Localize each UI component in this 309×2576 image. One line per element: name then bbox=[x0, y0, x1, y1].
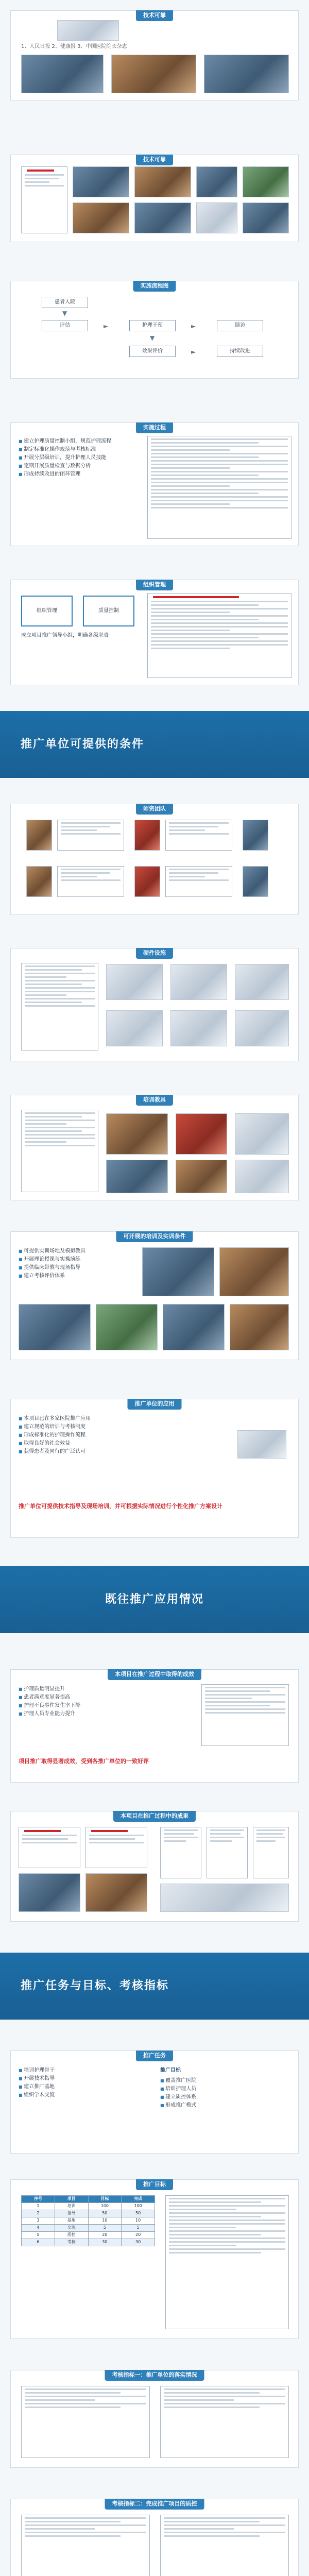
list-item: ■ 提供临床带教与现场指导 bbox=[19, 1264, 137, 1272]
band-conditions: 推广单位可提供的条件 bbox=[0, 711, 309, 778]
list-item: ■ 可提供实训场地及模拟教具 bbox=[19, 1247, 137, 1256]
model-photo bbox=[176, 1160, 227, 1193]
section-title: 培训教具 bbox=[136, 1095, 173, 1106]
list-item: ■ 形成推广模式 bbox=[160, 2102, 289, 2110]
list-item: ■ 建立规范的培训与考核制度 bbox=[19, 1423, 225, 1431]
section-title: 实施流程图 bbox=[133, 281, 176, 292]
section-tech-reliable-2 bbox=[10, 155, 299, 242]
list-item: ■ 护理质量明显提升 bbox=[19, 1685, 194, 1693]
table-cell: 30 bbox=[122, 2239, 155, 2246]
list-item: ■ 护理不良事件发生率下降 bbox=[19, 1702, 194, 1710]
training-list bbox=[19, 1247, 137, 1280]
teacher-photo bbox=[26, 866, 52, 897]
list-item: ■ 定期开展质量检查与数据分析 bbox=[19, 462, 142, 470]
table-cell: 质控 bbox=[55, 2232, 88, 2239]
list-item: ■ 取得良好的社会效益 bbox=[19, 1439, 225, 1448]
list-item: ■ 培训护理人员 bbox=[160, 2085, 289, 2093]
goals-table bbox=[21, 2195, 155, 2246]
flow-node-6: 持续改进 bbox=[217, 346, 263, 357]
equipment-photo bbox=[235, 964, 289, 1000]
list-item: ■ 开展技术指导 bbox=[19, 2075, 142, 2083]
photo-3 bbox=[204, 55, 289, 93]
section-title: 实施过程 bbox=[136, 422, 173, 433]
photo-1 bbox=[21, 55, 104, 93]
flow-arrow-icon: ► bbox=[104, 323, 109, 330]
equipment-photo bbox=[170, 1010, 227, 1046]
org-document bbox=[147, 593, 291, 678]
table-cell: 3 bbox=[22, 2217, 55, 2225]
list-item: ■ 建立护理质量控制小组，规范护理流程 bbox=[19, 437, 142, 446]
list-item: ■ 组织学术交流 bbox=[19, 2091, 142, 2099]
teacher-photo bbox=[243, 866, 268, 897]
teacher-profile bbox=[165, 866, 232, 897]
table-row bbox=[22, 2217, 155, 2225]
flow-node-4: 随访 bbox=[217, 320, 263, 331]
goals-list bbox=[160, 2077, 289, 2110]
org-box-1: 组织管理 bbox=[21, 596, 73, 626]
table-cell: 5 bbox=[88, 2225, 122, 2232]
photo-hall bbox=[134, 202, 191, 233]
table-cell: 5 bbox=[22, 2232, 55, 2239]
section-title: 本项目在推广过程中取得的成效 bbox=[108, 1669, 201, 1680]
indicator-document bbox=[160, 2386, 289, 2458]
flow-arrow-icon: ► bbox=[191, 323, 196, 330]
teacher-profile bbox=[57, 820, 124, 851]
teacher-profile bbox=[165, 820, 232, 851]
goals-heading: 推广目标 bbox=[160, 2067, 181, 2073]
section-title: 推广目标 bbox=[136, 2179, 173, 2190]
result-photo bbox=[160, 1884, 289, 1912]
section-teachers bbox=[10, 804, 299, 914]
section-teaching-aids bbox=[10, 1095, 299, 1200]
equipment-photo bbox=[170, 964, 227, 1000]
photo-stage bbox=[73, 166, 129, 197]
flow-arrow-icon: ▼ bbox=[62, 310, 67, 317]
table-cell: 100 bbox=[122, 2203, 155, 2210]
photo-group bbox=[73, 202, 129, 233]
teacher-photo bbox=[134, 820, 160, 851]
list-item: ■ 获得患者及同行的广泛认可 bbox=[19, 1448, 225, 1456]
hardware-list bbox=[21, 963, 98, 1050]
teacher-photo bbox=[134, 866, 160, 897]
result-document bbox=[207, 1827, 248, 1878]
list-item: ■ 建立考核评价体系 bbox=[19, 1272, 137, 1280]
section-implementation bbox=[10, 422, 299, 546]
flow-node-1: 患者入院 bbox=[42, 297, 88, 308]
photo-training bbox=[243, 166, 289, 197]
section-organization bbox=[10, 580, 299, 685]
model-photo bbox=[235, 1113, 289, 1155]
list-item: ■ 开展分层级培训，提升护理人员技能 bbox=[19, 454, 142, 462]
table-cell: 基地 bbox=[55, 2217, 88, 2225]
model-photo bbox=[235, 1160, 289, 1193]
result-photo bbox=[85, 1873, 147, 1912]
table-header: 完成 bbox=[122, 2196, 155, 2203]
indicator-document bbox=[21, 2386, 150, 2458]
table-row bbox=[22, 2225, 155, 2232]
section-title: 可开展的培训及实训条件 bbox=[116, 1231, 193, 1242]
training-photo bbox=[142, 1247, 214, 1296]
section-indicator-1 bbox=[10, 2370, 299, 2468]
table-row bbox=[22, 2210, 155, 2217]
result-document bbox=[19, 1827, 80, 1868]
flow-node-5: 效果评价 bbox=[129, 346, 176, 357]
equipment-photo bbox=[106, 964, 163, 1000]
section-training bbox=[10, 1231, 299, 1360]
table-row bbox=[22, 2203, 155, 2210]
list-item: ■ 开展理论授课与实操演练 bbox=[19, 1256, 137, 1264]
aids-list bbox=[21, 1110, 98, 1192]
model-photo bbox=[106, 1160, 168, 1193]
application-list bbox=[19, 1415, 225, 1456]
table-cell: 6 bbox=[22, 2239, 55, 2246]
list-item: ■ 形成标准化的护理操作流程 bbox=[19, 1431, 225, 1439]
table-cell: 30 bbox=[88, 2239, 122, 2246]
goals-document bbox=[165, 2195, 289, 2329]
training-photo bbox=[230, 1304, 289, 1350]
table-cell: 20 bbox=[122, 2232, 155, 2239]
application-highlight: 推广单位可提供技术指导及现场培训，并可根据实际情况进行个性化推广方案设计 bbox=[19, 1503, 222, 1510]
section-indicator-2 bbox=[10, 2499, 299, 2576]
list-item: ■ 覆盖推广医院 bbox=[160, 2077, 289, 2085]
table-header: 项目 bbox=[55, 2196, 88, 2203]
org-box-2: 质量控制 bbox=[83, 596, 134, 626]
list-item: ■ 形成持续改进的闭环管理 bbox=[19, 470, 142, 479]
flow-arrow-icon: ► bbox=[191, 348, 196, 355]
model-photo bbox=[106, 1113, 168, 1155]
table-cell: 1 bbox=[22, 2203, 55, 2210]
table-cell: 指导 bbox=[55, 2210, 88, 2217]
section-title: 推广单位的应用 bbox=[128, 1399, 182, 1410]
table-cell: 5 bbox=[122, 2225, 155, 2232]
implementation-document bbox=[147, 436, 291, 539]
list-item: ■ 制定标准化操作规范与考核标准 bbox=[19, 446, 142, 454]
photo-meeting bbox=[196, 166, 237, 197]
section-title: 考核指标一：推广单位的落实情况 bbox=[105, 2370, 204, 2381]
implementation-list bbox=[19, 437, 142, 479]
table-cell: 100 bbox=[88, 2203, 122, 2210]
newspaper-image bbox=[57, 20, 119, 41]
tasks-list bbox=[19, 2066, 142, 2099]
table-cell: 考核 bbox=[55, 2239, 88, 2246]
list-item: ■ 本项目已在多家医院推广应用 bbox=[19, 1415, 225, 1423]
table-cell: 2 bbox=[22, 2210, 55, 2217]
result-document bbox=[85, 1827, 147, 1868]
table-cell: 10 bbox=[88, 2217, 122, 2225]
section-hardware bbox=[10, 948, 299, 1061]
section-goals-table bbox=[10, 2179, 299, 2339]
photo-class bbox=[134, 166, 191, 197]
band-history: 既往推广应用情况 bbox=[0, 1566, 309, 1633]
section-effects bbox=[10, 1669, 299, 1783]
section-title: 技术可靠 bbox=[136, 155, 173, 165]
table-cell: 10 bbox=[122, 2217, 155, 2225]
table-cell: 50 bbox=[88, 2210, 122, 2217]
table-cell: 20 bbox=[88, 2232, 122, 2239]
section-title: 本项目在推广过程中的成果 bbox=[113, 1811, 196, 1822]
section-title: 推广任务 bbox=[136, 2050, 173, 2061]
section-application bbox=[10, 1399, 299, 1538]
result-document bbox=[253, 1827, 289, 1878]
table-cell: 培训 bbox=[55, 2203, 88, 2210]
teacher-photo bbox=[243, 820, 268, 851]
section-results bbox=[10, 1811, 299, 1922]
section-title: 考核指标二：完成推广项目的质控 bbox=[105, 2499, 204, 2510]
teacher-profile bbox=[57, 866, 124, 897]
photo-ward bbox=[196, 202, 237, 233]
section-title: 师资团队 bbox=[136, 804, 173, 815]
table-cell: 4 bbox=[22, 2225, 55, 2232]
training-photo bbox=[163, 1304, 225, 1350]
list-item: ■ 建立推广基地 bbox=[19, 2083, 142, 2091]
table-header: 目标 bbox=[88, 2196, 122, 2203]
section-tasks bbox=[10, 2050, 299, 2154]
section-title: 组织管理 bbox=[136, 580, 173, 590]
photo-2 bbox=[111, 55, 196, 93]
section-tech-reliable-1 bbox=[10, 10, 299, 100]
flow-arrow-icon: ▼ bbox=[150, 334, 155, 342]
table-row bbox=[22, 2239, 155, 2246]
award-document bbox=[21, 166, 67, 233]
teacher-photo bbox=[26, 820, 52, 851]
section-title: 技术可靠 bbox=[136, 10, 173, 21]
band-tasks: 推广任务与目标、考核指标 bbox=[0, 1953, 309, 2020]
list-item: ■ 患者满意度显著提高 bbox=[19, 1693, 194, 1702]
section-title: 硬件设施 bbox=[136, 948, 173, 959]
equipment-photo bbox=[106, 1010, 163, 1046]
photo-lecture bbox=[243, 202, 289, 233]
flow-node-2: 评估 bbox=[42, 320, 88, 331]
effects-highlight: 项目推广取得显著成效，受到各推广单位的一致好评 bbox=[19, 1758, 149, 1765]
effects-document bbox=[201, 1684, 289, 1746]
table-cell: 50 bbox=[122, 2210, 155, 2217]
equipment-photo bbox=[235, 1010, 289, 1046]
model-photo bbox=[176, 1113, 227, 1155]
table-cell: 交流 bbox=[55, 2225, 88, 2232]
list-item: ■ 培训护理骨干 bbox=[19, 2066, 142, 2075]
result-photo bbox=[19, 1873, 80, 1912]
table-row bbox=[22, 2232, 155, 2239]
list-item: ■ 建立质控体系 bbox=[160, 2093, 289, 2102]
list-item: ■ 护理人员专业能力提升 bbox=[19, 1710, 194, 1718]
indicator-document bbox=[160, 2515, 289, 2576]
effects-list bbox=[19, 1685, 194, 1718]
training-photo bbox=[219, 1247, 289, 1296]
flow-node-3: 护理干预 bbox=[129, 320, 176, 331]
indicator-document bbox=[21, 2515, 150, 2576]
training-photo bbox=[96, 1304, 158, 1350]
training-photo bbox=[19, 1304, 91, 1350]
section-flowchart bbox=[10, 281, 299, 379]
org-description: 成立项目推广领导小组，明确各级职责 bbox=[21, 633, 109, 638]
certificate-image bbox=[237, 1430, 286, 1459]
table-header: 序号 bbox=[22, 2196, 55, 2203]
result-document bbox=[160, 1827, 201, 1878]
newspaper-caption: 1、人民日报 2、健康报 3、中国医院院长杂志 bbox=[21, 44, 127, 49]
